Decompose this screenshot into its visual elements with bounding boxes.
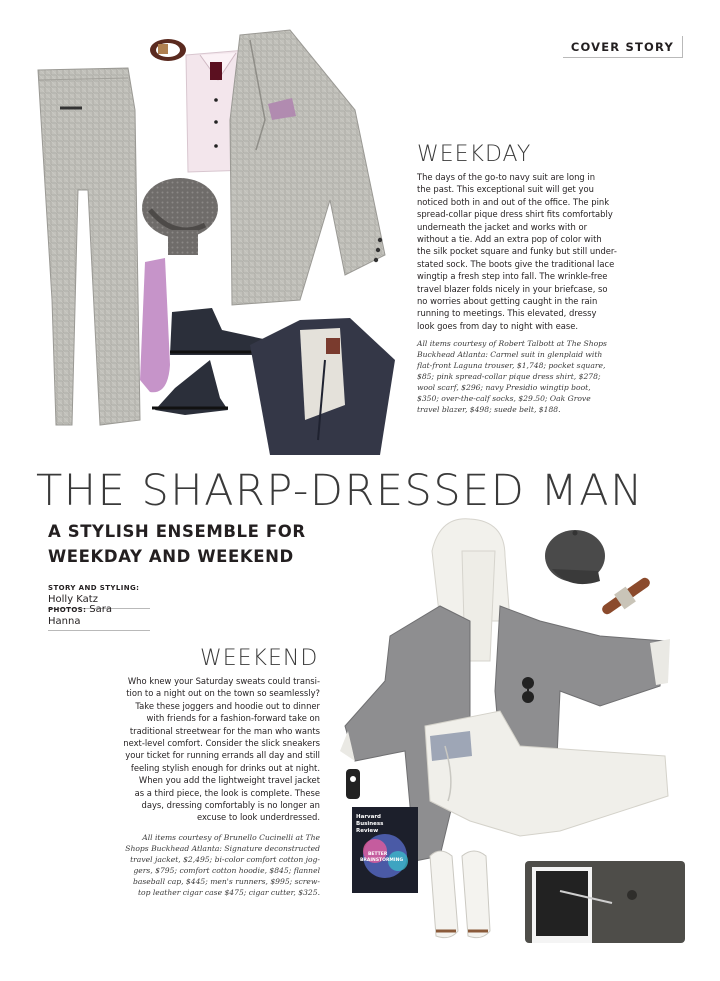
weekday-body-line: the silk pocket square and funky but still under- [417,246,617,257]
weekend-credit-line: gers, $795; comfort cotton hoodie, $845; flannel [133,866,320,875]
cigar-case-and-cutter [600,576,652,616]
weekend-body-line: Who knew your Saturday sweats could transi- [127,676,320,686]
weekend-body-line: tion to a night out on the town so seamlessly? [126,688,320,699]
weekday-credit-line: travel blazer, $498; suede belt, $188. [417,405,561,414]
story-value: Holly Katz [48,594,98,605]
weekday-body-line: spread-collar pique dress shirt fits comfortably [417,209,613,220]
weekend-credit-line: top leather cigar case $475; cigar cutter, $325. [137,888,320,897]
weekend-body [118,675,320,824]
weekend-body-line: next-level comfort. Consider the slick sneakers [123,738,320,749]
weekend-body-line: with friends for a fashion-forward take on [146,713,320,724]
glenplaid-suit-jacket [230,30,385,305]
weekday-body-line: stated sock. The boots give the traditional lace [417,258,615,269]
weekend-credit-line: Shops Buckhead Atlanta: Signature deconstructed [125,844,320,853]
flannel-baseball-cap [545,530,605,584]
weekday-heading: WEEKDAY [417,142,532,167]
weekend-body-line: feeling stylish enough for drinks out at night. [130,762,320,773]
weekday-credit-line: $85; pink spread-collar pique dress shirt, $278; [417,372,601,381]
photos-value: Sara Hanna [48,604,112,627]
weekend-body-line: your ticket for running errands all day and still [125,750,320,761]
feature-title: THE SHARP-DRESSED MAN [36,466,644,516]
weekend-body-line: When you add the lightweight travel jacket [138,775,320,786]
weekend-credit-line: baseball cap, $445; men's runners, $995; screw- [133,877,320,886]
photos-label: PHOTOS: [48,606,87,614]
weekend-body-line: traditional streetwear for the man who wants [129,725,320,736]
navy-travel-blazer [250,318,395,455]
weekday-body-line: underneath the jacket and works with or [417,221,588,232]
weekday-credit-line: wool scarf, $296; navy Presidio wingtip boot, [417,383,591,392]
weekday-body-line: look goes from day to night with ease. [417,320,579,331]
story-label: STORY AND STYLING: [48,584,140,592]
weekend-credit-line: travel jacket, $2,495; bi-color comfort cotton jog- [130,855,320,864]
magazine-headline-2: BRAINSTORMING [360,858,404,863]
weekday-body [417,171,687,332]
weekday-body-line: the past. This exceptional suit will get you [417,184,594,195]
weekend-outfit-photo [0,511,720,981]
weekday-body-line: no worries about getting caught in the rain [417,296,598,307]
magazine-masthead-3: Review [356,828,379,834]
section-tag: COVER STORY [563,36,683,58]
magazine-masthead-1: Harvard [356,814,381,820]
weekday-body-line: wingtip a fresh step into fall. The wrinkle-free [417,271,608,282]
weekday-credit-line: Buckhead Atlanta: Carmel suit in glenplaid with [417,350,603,359]
magazine-masthead-2: Business [356,821,384,827]
weekend-body-line: excuse to look underdressed. [196,812,320,823]
leather-tablet-case [525,861,685,943]
car-key-fob [346,769,360,799]
magazine-headline-1: BETTER [368,852,388,857]
weekend-body-line: as a third piece, the look is complete. These [134,787,320,798]
weekday-body-line: noticed both in and out of the office. The pink [417,196,610,207]
weekday-body-line: travel blazer folds nicely in your briefcase, so [417,283,608,294]
white-runners [430,851,490,938]
subtitle-line: A STYLISH ENSEMBLE FOR [48,522,306,541]
subtitle-line: WEEKDAY AND WEEKEND [48,547,294,566]
weekend-credits [118,832,320,898]
weekday-body-line: without a tie. Add an extra pop of color with [417,234,602,245]
glenplaid-trousers [38,68,140,425]
weekday-body-line: The days of the go-to navy suit are long in [417,172,596,182]
weekend-heading: WEEKEND [200,646,319,671]
weekday-credit-line: All items courtesy of Robert Talbott at The Shops [417,339,607,348]
suede-belt [150,39,186,61]
wool-scarf [142,178,218,255]
lilac-sock [140,258,170,392]
weekday-credit-line: flat-front Laguna trouser, $1,748; pocket square, [417,361,606,370]
weekend-body-line: Take these joggers and hoodie out to dinner [135,700,320,711]
weekend-body-line: days, dressing comfortably is no longer an [141,800,320,811]
weekend-credit-line: All items courtesy of Brunello Cucinelli at The [142,833,320,842]
weekday-credit-line: $350; over-the-calf socks, $29.50; Oak Grove [417,394,591,403]
weekday-body-line: running to meetings. This elevated, dressy [417,308,597,319]
weekday-credits [417,338,687,415]
